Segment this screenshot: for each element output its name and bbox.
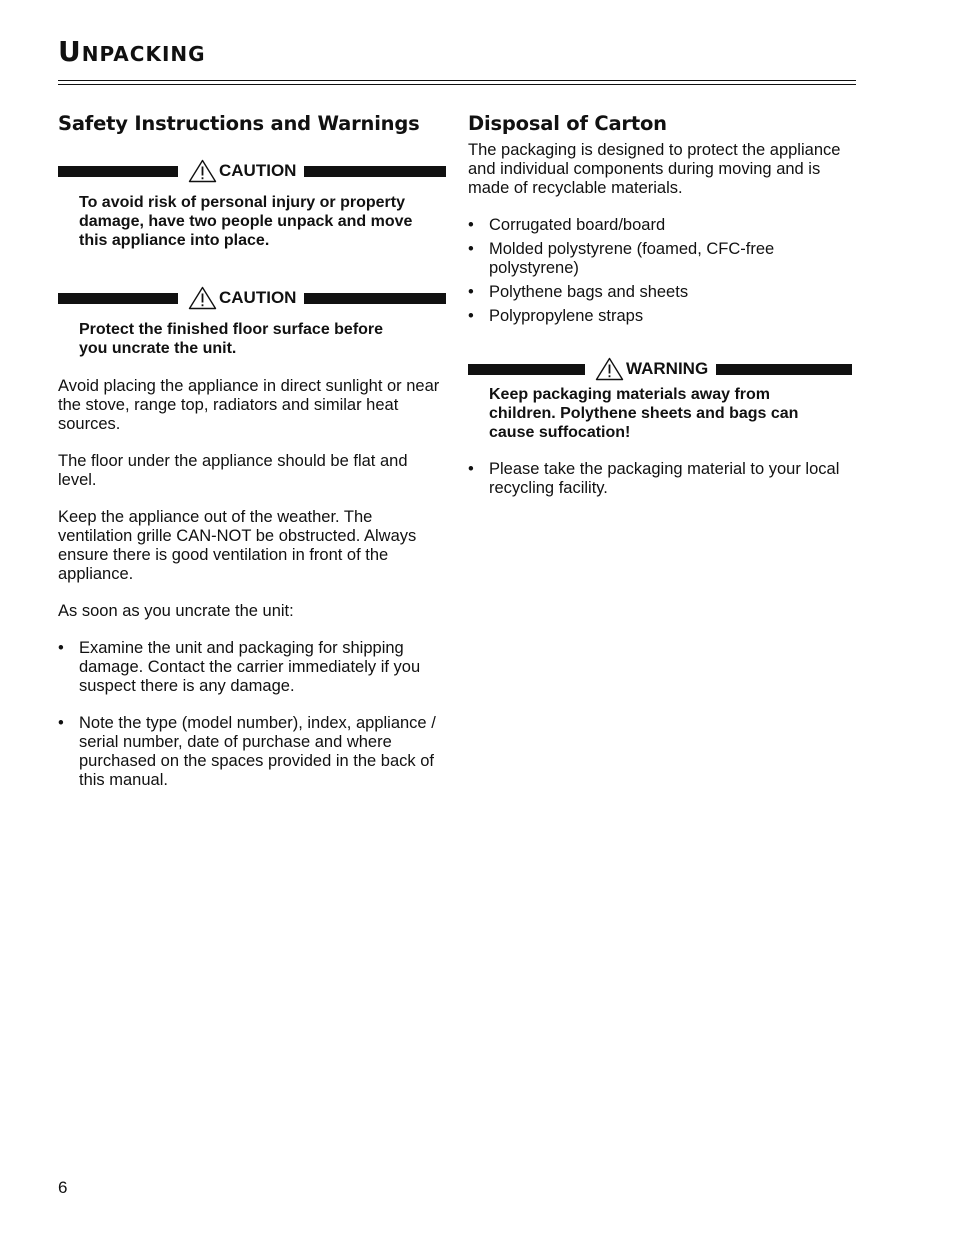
disposal-intro: The packaging is designed to protect the appliance and individual components during moving and is made of recyclable materials. [468, 141, 841, 197]
body-paragraph: As soon as you uncrate the unit: [58, 602, 294, 620]
page-number: 6 [58, 1178, 68, 1197]
body-paragraph: The floor under the appliance should be flat and level. [58, 452, 408, 489]
disposal-final-list [468, 460, 852, 498]
body-paragraph: Keep the appliance out of the weather. The ventilation grille CAN-NOT be obstructed. Always ensure there is good ventilation in front of the appliance. [58, 508, 417, 583]
warning-triangle-icon [188, 286, 217, 310]
list-item: • Polypropylene straps [468, 307, 852, 326]
warning-triangle-icon [595, 357, 624, 381]
banner-bar [58, 293, 178, 304]
banner-label [178, 159, 304, 183]
list-item: • Please take the packaging material to your local recycling facility. [468, 460, 852, 498]
page-title: Unpacking [58, 35, 206, 68]
banner-label [178, 286, 304, 310]
warning-text: Keep packaging materials away from children. Polythene sheets and bags can cause suffocation! [489, 386, 799, 441]
list-item: • Polythene bags and sheets [468, 283, 852, 302]
caution-text: Protect the finished floor surface before you uncrate the unit. [79, 321, 384, 357]
list-item: • Examine the unit and packaging for shipping damage. Contact the carrier immediately if you suspect there is any damage. [58, 639, 434, 696]
safety-heading: Safety Instructions and Warnings [58, 112, 420, 135]
warning-label: WARNING [626, 359, 709, 378]
banner-bar [468, 364, 585, 375]
disposal-section [468, 112, 852, 498]
disposal-heading: Disposal of Carton [468, 112, 667, 135]
materials-list [468, 216, 852, 326]
list-item: • Molded polystyrene (foamed, CFC-free polystyrene) [468, 240, 852, 278]
banner-bar [304, 293, 446, 304]
list-item: • Note the type (model number), index, appliance / serial number, date of purchase and where purchased on the spaces provided in the back of this manual. [58, 714, 446, 790]
inspection-list [58, 639, 446, 790]
list-item: • Corrugated board/board [468, 216, 852, 235]
caution-text: To avoid risk of personal injury or property damage, have two people unpack and move this appliance into place. [79, 194, 413, 249]
banner-bar [304, 166, 446, 177]
safety-section [58, 112, 446, 790]
warning-triangle-icon [188, 159, 217, 183]
title-rule [58, 80, 856, 85]
body-paragraph: Avoid placing the appliance in direct sunlight or near the stove, range top, radiators and similar heat sources. [58, 377, 440, 433]
caution-banner [58, 287, 446, 309]
warning-banner [468, 358, 852, 380]
banner-label [585, 357, 716, 381]
caution-label: CAUTION [219, 161, 297, 180]
caution-banner [58, 160, 446, 182]
banner-bar [58, 166, 178, 177]
banner-bar [716, 364, 852, 375]
caution-label: CAUTION [219, 288, 297, 307]
